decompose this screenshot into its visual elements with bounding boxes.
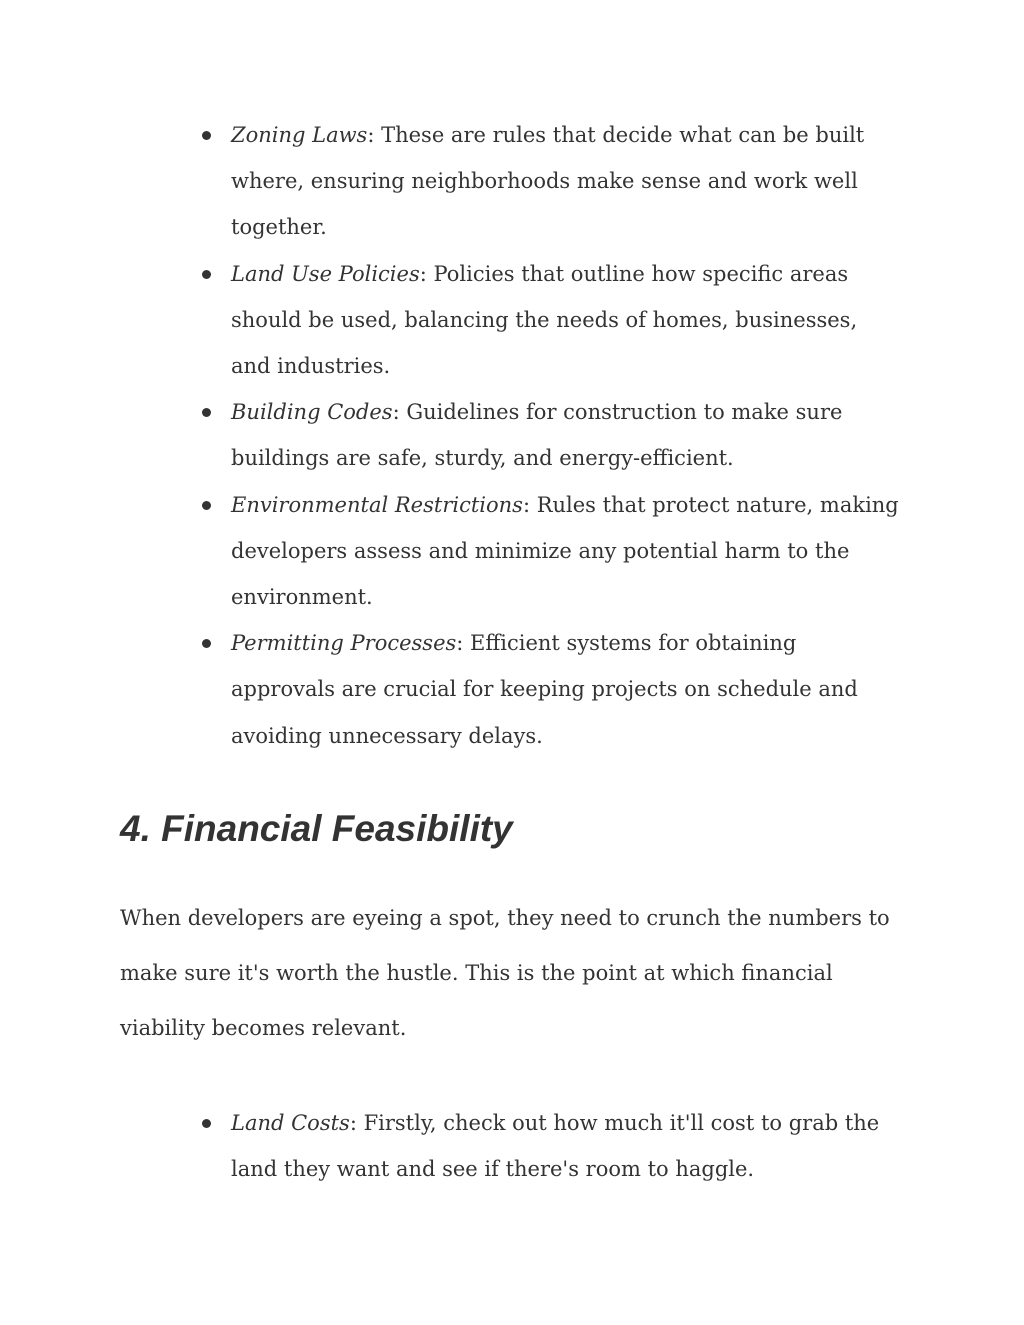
list-item	[200, 1100, 900, 1192]
list-item-text: : These are rules that decide what can be built where, ensuring neighborhoods make sense and work well together.	[231, 123, 865, 240]
section-heading: 4. Financial Feasibility	[120, 808, 513, 849]
list-item-term: Permitting Processes	[231, 631, 457, 656]
list-item-text: : Policies that outline how specific areas should be used, balancing the needs of homes, businesses, and industries.	[231, 261, 858, 379]
list-item	[200, 112, 900, 251]
financial-list	[200, 1100, 900, 1192]
section-paragraph: When developers are eyeing a spot, they need to crunch the numbers to make sure it's worth the hustle. This is the point at which financial viability becomes relevant.	[120, 906, 890, 1041]
bullet-icon	[202, 131, 211, 140]
list-item	[200, 482, 900, 621]
list-item-term: Land Use Policies	[231, 261, 420, 286]
list-item-term: Land Costs	[231, 1111, 350, 1135]
list-item-text: : Guidelines for construction to make sure buildings are safe, sturdy, and energy-efficient.	[231, 400, 843, 471]
list-item	[200, 620, 900, 759]
list-item-term: Environmental Restrictions	[231, 492, 523, 517]
regulations-list	[200, 112, 900, 759]
list-item-term: Building Codes	[231, 400, 393, 425]
list-item-term: Zoning Laws	[231, 123, 368, 147]
bullet-icon	[202, 639, 211, 648]
bullet-icon	[202, 270, 211, 279]
list-item-text: : Efficient systems for obtaining approvals are crucial for keeping projects on schedule and avoiding unnecessary delays.	[231, 631, 858, 748]
bullet-icon	[202, 408, 211, 417]
bullet-icon	[202, 501, 211, 510]
list-item-text: : Firstly, check out how much it'll cost to grab the land they want and see if there's room to haggle.	[231, 1111, 880, 1182]
list-item	[200, 389, 900, 481]
list-item-text: : Rules that protect nature, making developers assess and minimize any potential harm to the environment.	[231, 492, 899, 610]
list-item	[200, 251, 900, 390]
bullet-icon	[202, 1119, 211, 1128]
